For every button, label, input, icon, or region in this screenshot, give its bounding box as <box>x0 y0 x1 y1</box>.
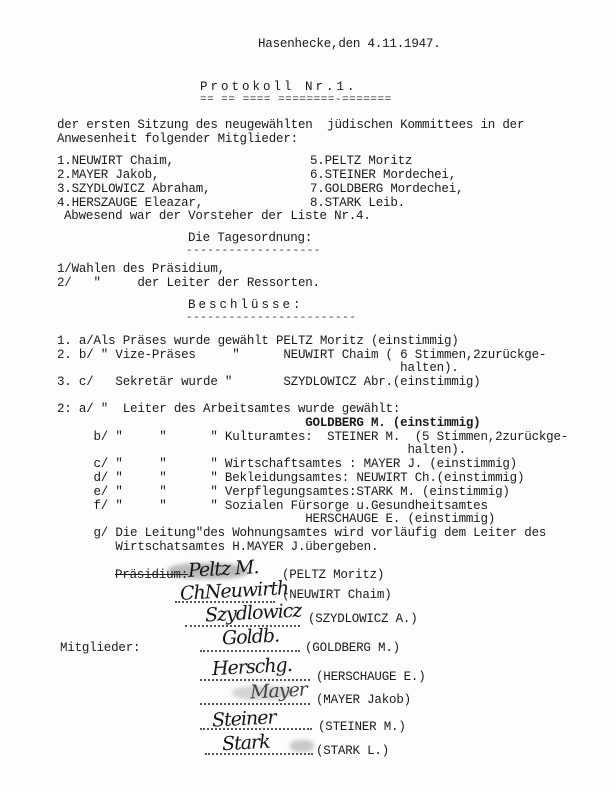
signature-handwriting: Peltz M. <box>187 556 259 582</box>
intro-line-2: Anwesenheit folgender Mitglieder: <box>57 132 298 146</box>
resolutions-underline: ------------------------ <box>186 312 357 324</box>
agenda-underline: ------------------- <box>186 245 321 257</box>
signatory-name: (MAYER Jakob) <box>316 693 411 707</box>
intro-line-1: der ersten Sitzung des neugewählten jüdischen Kommittees in der <box>57 118 525 132</box>
presidium-label: Präsidium: <box>115 568 189 582</box>
resolution-line: halten). <box>57 361 459 375</box>
document-title: Protokoll Nr.1. <box>200 80 358 94</box>
signatory-name: (SZYDLOWICZ A.) <box>308 612 418 626</box>
signature-handwriting: Steiner <box>211 706 277 732</box>
resolution-line: halten). <box>57 443 466 457</box>
member-item: 1.NEUWIRT Chaim, <box>57 154 174 168</box>
resolution-line: GOLDBERG M. (einstimmig) <box>57 416 481 430</box>
member-item: 2.MAYER Jakob, <box>57 168 160 182</box>
resolution-line: e/ " " " Verpflegungsamtes:STARK M. (einstimmig) <box>57 485 510 499</box>
agenda-item-1: 1/Wahlen des Präsidium, <box>57 262 225 276</box>
agenda-heading: Die Tagesordnung: <box>188 231 313 245</box>
signatory-name: (STEINER M.) <box>318 720 406 734</box>
signature-handwriting: Stark <box>221 730 271 756</box>
signatory-name: (PELTZ Moritz) <box>282 568 385 582</box>
resolution-line: g/ Die Leitung"des Wohnungsamtes wird vorläufig dem Leiter des <box>57 526 547 540</box>
resolution-line: Wirtschatsamtes H.MAYER J.übergeben. <box>57 540 379 554</box>
resolution-line: 2: a/ " Leiter des Arbeitsamtes wurde gewählt: <box>57 402 401 416</box>
signature-handwriting: Goldb. <box>221 624 280 650</box>
signatory-name: (STARK L.) <box>316 744 390 758</box>
signature-handwriting: Szydlowicz <box>204 599 302 627</box>
signature-handwriting: Herschg. <box>211 653 293 681</box>
resolution-line: b/ " " " Kulturamtes: STEINER M. (5 Stimmen,2zurückge- <box>57 430 569 444</box>
signature-line <box>200 703 310 705</box>
resolutions-heading: Beschlüsse: <box>188 298 304 312</box>
resolution-line: f/ " " " Sozialen Fürsorge u.Gesundheitsamtes <box>57 499 488 513</box>
title-underline: == == ==== ========-======= <box>200 94 392 106</box>
member-item: 4.HERSZAUGE Eleazar, <box>57 196 204 210</box>
signature-handwriting: Mayer <box>249 678 308 704</box>
signatory-name: (HERSCHAUGE E.) <box>316 670 426 684</box>
member-item: 7.GOLDBERG Mordechei, <box>310 182 464 196</box>
member-item: 8.STARK Leib. <box>310 196 405 210</box>
member-item: 3.SZYDLOWICZ Abraham, <box>57 182 211 196</box>
signatory-name: (GOLDBERG M.) <box>305 641 400 655</box>
ink-smudge <box>290 740 314 752</box>
agenda-item-2: 2/ " der Leiter der Ressorten. <box>57 276 320 290</box>
members-label: Mitglieder: <box>60 641 141 655</box>
member-item: 5.PELTZ Moritz <box>310 154 413 168</box>
signature-handwriting: ChNeuwirth <box>179 577 289 605</box>
signature-line <box>200 650 300 652</box>
resolution-line: c/ " " " Wirtschaftsamtes : MAYER J. (einstimmig) <box>57 457 517 471</box>
resolution-line: 3. c/ Sekretär wurde " SZYDLOWICZ Abr.(einstimmig) <box>57 375 481 389</box>
place-date: Hasenhecke,den 4.11.1947. <box>258 37 441 51</box>
resolution-line: 2. b/ " Vize-Präses " NEUWIRT Chaim ( 6 Stimmen,2zurückge- <box>57 348 547 362</box>
member-item: 6.STEINER Mordechei, <box>310 168 457 182</box>
resolution-line: 1. a/Als Präses wurde gewählt PELTZ Moritz (einstimmig) <box>57 334 459 348</box>
absent-note: Abwesend war der Vorsteher der Liste Nr.4. <box>64 209 371 223</box>
resolution-line: d/ " " " Bekleidungsamtes: NEUWIRT Ch.(einstimmig) <box>57 471 525 485</box>
resolution-line: HERSCHAUGE E. (einstimmig) <box>57 512 496 526</box>
signatory-name: (NEUWIRT Chaim) <box>282 588 392 602</box>
